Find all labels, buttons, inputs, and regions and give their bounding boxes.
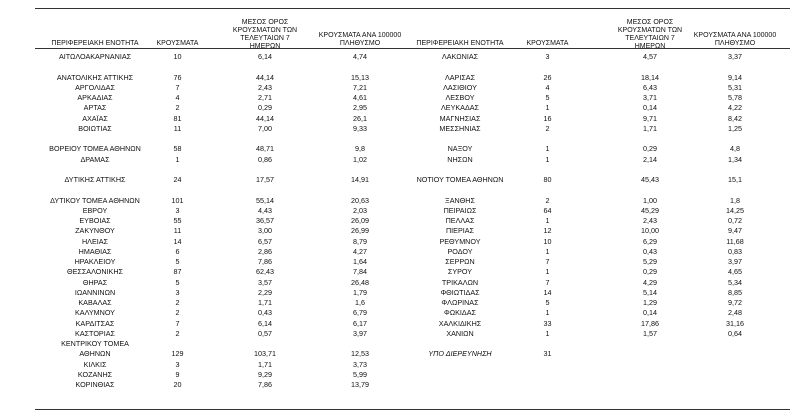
left-cell-r26-c1: 7 (175, 318, 180, 328)
right-cell-r4-c3: 5,78 (728, 93, 742, 102)
left-cell-r3-c1: 7 (175, 82, 180, 92)
right-cell-r26-c1: 33 (543, 318, 552, 328)
right-cell-r21-c1: 1 (545, 267, 550, 277)
left-cell-r15-c3: 2,03 (353, 205, 367, 215)
left-cell-r10-c2: 0,86 (258, 154, 272, 164)
right-cell-r22-c1: 7 (545, 277, 550, 287)
left-cell-r4-c3: 4,61 (353, 93, 367, 102)
right-cell-r14-c1: 2 (545, 195, 550, 205)
left-cell-r4-c1: 4 (175, 93, 180, 102)
left-cell-r16-c1: 55 (173, 216, 182, 225)
left-cell-r26-c0: ΚΑΡΔΙΤΣΑΣ (75, 318, 115, 328)
left-cell-r31-c1: 9 (175, 369, 180, 379)
left-cell-r14-c3: 20,63 (351, 195, 369, 205)
left-cell-r14-c1: 101 (171, 195, 184, 205)
left-cell-r22-c3: 26,48 (351, 277, 369, 287)
left-cell-r21-c0: ΘΕΣΣΑΛΟΝΙΚΗΣ (67, 267, 123, 277)
right-header-col-0: ΠΕΡΙΦΕΡΕΙΑΚΗ ΕΝΟΤΗΤΑ (416, 40, 504, 47)
left-cell-r31-c0: ΚΟΖΑΝΗΣ (77, 369, 113, 379)
right-cell-r18-c0: ΡΕΘΥΜΝΟΥ (439, 236, 481, 246)
right-cell-r6-c0: ΜΑΓΝΗΣΙΑΣ (439, 113, 481, 123)
left-cell-r23-c3: 1,79 (353, 287, 367, 297)
right-cell-r19-c2: 0,43 (643, 246, 657, 256)
left-cell-r24-c3: 1,6 (355, 298, 365, 307)
left-cell-r9-c3: 9,8 (355, 144, 365, 154)
right-cell-r9-c3: 4,8 (730, 144, 740, 154)
right-cell-r16-c0: ΠΕΛΛΑΣ (445, 216, 475, 225)
left-cell-r31-c3: 5,99 (353, 369, 367, 379)
right-cell-r16-c3: 0,72 (728, 216, 742, 225)
right-cell-r27-c0: ΧΑΝΙΩΝ (446, 328, 474, 338)
left-header-col-1: ΚΡΟΥΣΜΑΤΑ (156, 40, 199, 47)
right-cell-r16-c1: 1 (545, 216, 550, 225)
left-cell-r10-c3: 1,02 (353, 154, 367, 164)
right-cell-r25-c0: ΦΩΚΙΔΑΣ (444, 308, 476, 318)
left-cell-r10-c0: ΔΡΑΜΑΣ (80, 154, 110, 164)
left-cell-r32-c2: 7,86 (258, 380, 272, 389)
left-cell-r30-c0: ΚΙΛΚΙΣ (83, 359, 107, 369)
left-cell-r12-c1: 24 (173, 175, 182, 184)
left-cell-r17-c1: 11 (173, 226, 182, 236)
left-cell-r6-c3: 26,1 (353, 113, 367, 123)
left-cell-r4-c2: 2,71 (258, 93, 272, 102)
left-cell-r7-c3: 9,33 (353, 123, 367, 133)
left-cell-r27-c1: 2 (175, 328, 180, 338)
right-cell-r16-c2: 2,43 (643, 216, 657, 225)
left-cell-r15-c0: ΕΒΡΟΥ (82, 205, 108, 215)
right-cell-r17-c2: 10,00 (641, 226, 659, 236)
left-cell-r14-c0: ΔΥΤΙΚΟΥ ΤΟΜΕΑ ΑΘΗΝΩΝ (50, 195, 140, 205)
left-cell-r22-c0: ΘΗΡΑΣ (82, 277, 108, 287)
right-cell-r20-c0: ΣΕΡΡΩΝ (445, 257, 475, 266)
right-cell-r24-c3: 9,72 (728, 298, 742, 307)
left-cell-r7-c2: 7,00 (258, 123, 272, 133)
right-cell-r27-c1: 1 (545, 328, 550, 338)
right-cell-r20-c2: 5,29 (643, 257, 657, 266)
left-cell-r32-c3: 13,79 (351, 380, 369, 389)
left-cell-r0-c0: ΑΙΤΩΛΟΑΚΑΡΝΑΝΙΑΣ (58, 52, 132, 61)
right-cell-r23-c0: ΦΘΙΩΤΙΔΑΣ (440, 287, 480, 297)
left-cell-r3-c3: 7,21 (353, 82, 367, 92)
left-cell-r23-c1: 3 (175, 287, 180, 297)
right-cell-r19-c0: ΡΟΔΟΥ (447, 246, 473, 256)
left-cell-r2-c1: 76 (173, 72, 182, 82)
right-cell-r21-c3: 4,65 (728, 267, 742, 277)
left-cell-r20-c2: 7,86 (258, 257, 272, 266)
left-cell-r32-c0: ΚΟΡΙΝΘΙΑΣ (75, 380, 115, 389)
left-cell-r25-c1: 2 (175, 308, 180, 318)
left-cell-r24-c2: 1,71 (258, 298, 272, 307)
left-cell-r16-c0: ΕΥΒΟΙΑΣ (79, 216, 111, 225)
right-cell-r2-c1: 26 (543, 72, 552, 82)
left-cell-r22-c1: 5 (175, 277, 180, 287)
left-cell-r15-c1: 3 (175, 205, 180, 215)
right-cell-r3-c3: 5,31 (728, 82, 742, 92)
left-cell-r30-c2: 1,71 (258, 359, 272, 369)
right-header-col-1: ΚΡΟΥΣΜΑΤΑ (526, 40, 569, 47)
right-cell-r15-c0: ΠΕΙΡΑΙΩΣ (443, 205, 477, 215)
left-cell-r17-c3: 26,99 (351, 226, 369, 236)
left-cell-r21-c3: 7,84 (353, 267, 367, 277)
left-cell-r31-c2: 9,29 (258, 369, 272, 379)
right-cell-r5-c2: 0,14 (643, 103, 657, 113)
left-cell-r19-c3: 4,27 (353, 246, 367, 256)
right-cell-r12-c3: 15,1 (728, 175, 742, 184)
right-cell-r27-c3: 0,64 (728, 328, 742, 338)
left-cell-r16-c2: 36,57 (256, 216, 274, 225)
right-cell-r23-c2: 5,14 (643, 287, 657, 297)
left-cell-r24-c0: ΚΑΒΑΛΑΣ (78, 298, 112, 307)
left-cell-r30-c1: 3 (175, 359, 180, 369)
right-cell-r17-c3: 9,47 (728, 226, 742, 236)
right-cell-r7-c0: ΜΕΣΣΗΝΙΑΣ (439, 123, 481, 133)
left-cell-r2-c3: 15,13 (351, 72, 369, 82)
right-cell-r4-c2: 3,71 (643, 93, 657, 102)
right-cell-r4-c1: 5 (545, 93, 550, 102)
right-cell-r23-c3: 8,85 (728, 287, 742, 297)
left-cell-r9-c1: 58 (173, 144, 182, 154)
left-cell-r6-c0: ΑΧΑΪΑΣ (82, 113, 108, 123)
left-cell-r21-c1: 87 (173, 267, 182, 277)
left-cell-r24-c1: 2 (175, 298, 180, 307)
left-header-col-2: ΜΕΣΟΣ ΟΡΟΣ ΚΡΟΥΣΜΑΤΩΝ ΤΩΝ ΤΕΛΕΥΤΑΙΩΝ 7 ΗΜΕΡΩΝ (232, 19, 298, 50)
left-cell-r30-c3: 3,73 (353, 359, 367, 369)
left-cell-r4-c0: ΑΡΚΑΔΙΑΣ (77, 93, 113, 102)
right-cell-r0-c1: 3 (545, 52, 550, 61)
right-cell-r12-c2: 45,43 (641, 175, 659, 184)
right-cell-r0-c0: ΛΑΚΩΝΙΑΣ (441, 52, 479, 61)
right-cell-r3-c1: 4 (545, 82, 550, 92)
left-cell-r14-c2: 55,14 (256, 195, 274, 205)
left-cell-r5-c3: 2,95 (353, 103, 367, 113)
left-cell-r27-c2: 0,57 (258, 328, 272, 338)
left-cell-r26-c2: 6,14 (258, 318, 272, 328)
right-cell-r22-c2: 4,29 (643, 277, 657, 287)
right-cell-r17-c0: ΠΙΕΡΙΑΣ (445, 226, 474, 236)
right-cell-r21-c0: ΣΥΡΟΥ (447, 267, 473, 277)
left-cell-r22-c2: 3,57 (258, 277, 272, 287)
left-cell-r16-c3: 26,09 (351, 216, 369, 225)
right-cell-r29-c0: ΥΠΟ ΔΙΕΡΕΥΝΗΣΗ (428, 349, 492, 359)
right-cell-r19-c1: 1 (545, 246, 550, 256)
left-cell-r3-c0: ΑΡΓΟΛΙΔΑΣ (75, 82, 115, 92)
right-cell-r3-c2: 6,43 (643, 82, 657, 92)
left-cell-r15-c2: 4,43 (258, 205, 272, 215)
left-cell-r20-c0: ΗΡΑΚΛΕΙΟΥ (74, 257, 116, 266)
right-cell-r0-c2: 4,57 (643, 52, 657, 61)
right-cell-r5-c0: ΛΕΥΚΑΔΑΣ (440, 103, 479, 113)
right-cell-r7-c2: 1,71 (643, 123, 657, 133)
right-cell-r25-c3: 2,48 (728, 308, 742, 318)
left-cell-r6-c1: 81 (173, 113, 182, 123)
left-cell-r18-c1: 14 (173, 236, 182, 246)
right-cell-r2-c2: 18,14 (641, 72, 659, 82)
left-cell-r27-c0: ΚΑΣΤΟΡΙΑΣ (75, 328, 115, 338)
right-cell-r9-c0: ΝΑΞΟΥ (447, 144, 473, 154)
left-cell-r17-c0: ΖΑΚΥΝΘΟΥ (75, 226, 115, 236)
right-cell-r15-c3: 14,25 (726, 205, 744, 215)
left-cell-r18-c3: 8,79 (353, 236, 367, 246)
right-cell-r6-c1: 16 (543, 113, 552, 123)
right-cell-r15-c2: 45,29 (641, 205, 659, 215)
right-cell-r0-c3: 3,37 (728, 52, 742, 61)
left-cell-r3-c2: 2,43 (258, 82, 272, 92)
left-cell-r2-c0: ΑΝΑΤΟΛΙΚΗΣ ΑΤΤΙΚΗΣ (56, 72, 134, 82)
right-cell-r23-c1: 14 (543, 287, 552, 297)
left-cell-r12-c3: 14,91 (351, 175, 369, 184)
right-cell-r14-c0: ΞΑΝΘΗΣ (445, 195, 475, 205)
left-cell-r29-c2: 103,71 (254, 349, 276, 359)
left-cell-r12-c2: 17,57 (256, 175, 274, 184)
right-cell-r20-c3: 3,97 (728, 257, 742, 266)
left-cell-r0-c1: 10 (173, 52, 182, 61)
right-cell-r14-c2: 1,00 (643, 195, 657, 205)
right-cell-r3-c0: ΛΑΣΙΘΙΟΥ (443, 82, 477, 92)
right-cell-r10-c2: 2,14 (643, 154, 657, 164)
right-cell-r12-c0: ΝΟΤΙΟΥ ΤΟΜΕΑ ΑΘΗΝΩΝ (416, 175, 504, 184)
right-cell-r5-c3: 4,22 (728, 103, 742, 113)
left-cell-r10-c1: 1 (175, 154, 180, 164)
left-cell-r19-c2: 2,86 (258, 246, 272, 256)
right-cell-r10-c1: 1 (545, 154, 550, 164)
left-cell-r21-c2: 62,43 (256, 267, 274, 277)
right-cell-r6-c3: 8,42 (728, 113, 742, 123)
left-cell-r32-c1: 20 (173, 380, 182, 389)
right-cell-r29-c1: 31 (543, 349, 552, 359)
left-cell-r29-c0: ΑΘΗΝΩΝ (79, 349, 111, 359)
left-header-col-3: ΚΡΟΥΣΜΑΤΑ ΑΝΑ 100000 ΠΛΗΘΥΣΜΟ (318, 32, 402, 47)
right-cell-r14-c3: 1,8 (730, 195, 740, 205)
left-cell-r6-c2: 44,14 (256, 113, 274, 123)
left-cell-r17-c2: 3,00 (258, 226, 272, 236)
right-cell-r5-c1: 1 (545, 103, 550, 113)
left-cell-r20-c3: 1,64 (353, 257, 367, 266)
right-cell-r12-c1: 80 (543, 175, 552, 184)
left-cell-r26-c3: 6,17 (353, 318, 367, 328)
right-cell-r17-c1: 12 (543, 226, 552, 236)
right-cell-r22-c0: ΤΡΙΚΑΛΩΝ (441, 277, 479, 287)
right-cell-r24-c1: 5 (545, 298, 550, 307)
right-cell-r18-c1: 10 (543, 236, 552, 246)
left-cell-r5-c2: 0,29 (258, 103, 272, 113)
left-cell-r0-c2: 6,14 (258, 52, 272, 61)
right-cell-r24-c0: ΦΛΩΡΙΝΑΣ (441, 298, 479, 307)
left-cell-r20-c1: 5 (175, 257, 180, 266)
left-cell-r27-c3: 3,97 (353, 328, 367, 338)
left-cell-r19-c0: ΗΜΑΘΙΑΣ (78, 246, 112, 256)
left-cell-r29-c1: 129 (171, 349, 184, 359)
left-cell-r28-c0: ΚΕΝΤΡΙΚΟΥ ΤΟΜΕΑ (61, 339, 129, 348)
left-cell-r9-c2: 48,71 (256, 144, 274, 154)
right-cell-r22-c3: 5,34 (728, 277, 742, 287)
left-cell-r9-c0: ΒΟΡΕΙΟΥ ΤΟΜΕΑ ΑΘΗΝΩΝ (49, 144, 141, 154)
right-cell-r7-c1: 2 (545, 123, 550, 133)
right-cell-r24-c2: 1,29 (643, 298, 657, 307)
left-cell-r5-c0: ΑΡΤΑΣ (83, 103, 107, 113)
right-cell-r20-c1: 7 (545, 257, 550, 266)
right-cell-r21-c2: 0,29 (643, 267, 657, 277)
left-header-col-0: ΠΕΡΙΦΕΡΕΙΑΚΗ ΕΝΟΤΗΤΑ (51, 40, 139, 47)
left-cell-r0-c3: 4,74 (353, 52, 367, 61)
left-cell-r25-c0: ΚΑΛΥΜΝΟΥ (75, 308, 115, 318)
left-cell-r18-c0: ΗΛΕΙΑΣ (81, 236, 109, 246)
right-cell-r18-c2: 6,29 (643, 236, 657, 246)
left-cell-r7-c1: 11 (173, 123, 182, 133)
left-cell-r12-c0: ΔΥΤΙΚΗΣ ΑΤΤΙΚΗΣ (64, 175, 126, 184)
left-cell-r18-c2: 6,57 (258, 236, 272, 246)
right-cell-r26-c0: ΧΑΛΚΙΔΙΚΗΣ (438, 318, 482, 328)
right-cell-r15-c1: 64 (543, 205, 552, 215)
left-cell-r2-c2: 44,14 (256, 72, 274, 82)
right-cell-r25-c2: 0,14 (643, 308, 657, 318)
right-cell-r26-c2: 17,86 (641, 318, 659, 328)
left-cell-r25-c3: 6,79 (353, 308, 367, 318)
left-cell-r23-c0: ΙΩΑΝΝΙΝΩΝ (74, 287, 116, 297)
right-cell-r18-c3: 11,68 (726, 236, 744, 246)
right-cell-r2-c0: ΛΑΡΙΣΑΣ (444, 72, 476, 82)
right-cell-r25-c1: 1 (545, 308, 550, 318)
right-cell-r6-c2: 9,71 (643, 113, 657, 123)
right-cell-r2-c3: 9,14 (728, 72, 742, 82)
right-header-col-2: ΜΕΣΟΣ ΟΡΟΣ ΚΡΟΥΣΜΑΤΩΝ ΤΩΝ ΤΕΛΕΥΤΑΙΩΝ 7 ΗΜΕΡΩΝ (617, 19, 683, 50)
right-cell-r9-c1: 1 (545, 144, 550, 154)
right-cell-r26-c3: 31,16 (726, 318, 744, 328)
left-cell-r29-c3: 12,53 (351, 349, 369, 359)
left-cell-r5-c1: 2 (175, 103, 180, 113)
left-cell-r19-c1: 6 (175, 246, 180, 256)
right-header-col-3: ΚΡΟΥΣΜΑΤΑ ΑΝΑ 100000 ΠΛΗΘΥΣΜΟ (693, 32, 777, 47)
left-cell-r25-c2: 0,43 (258, 308, 272, 318)
right-cell-r10-c0: ΝΗΣΩΝ (447, 154, 473, 164)
right-cell-r19-c3: 0,83 (728, 246, 742, 256)
right-cell-r9-c2: 0,29 (643, 144, 657, 154)
right-cell-r7-c3: 1,25 (728, 123, 742, 133)
right-cell-r4-c0: ΛΕΣΒΟΥ (445, 93, 475, 102)
left-cell-r23-c2: 2,29 (258, 287, 272, 297)
right-cell-r27-c2: 1,57 (643, 328, 657, 338)
left-cell-r7-c0: ΒΟΙΩΤΙΑΣ (78, 123, 112, 133)
right-cell-r10-c3: 1,34 (728, 154, 742, 164)
